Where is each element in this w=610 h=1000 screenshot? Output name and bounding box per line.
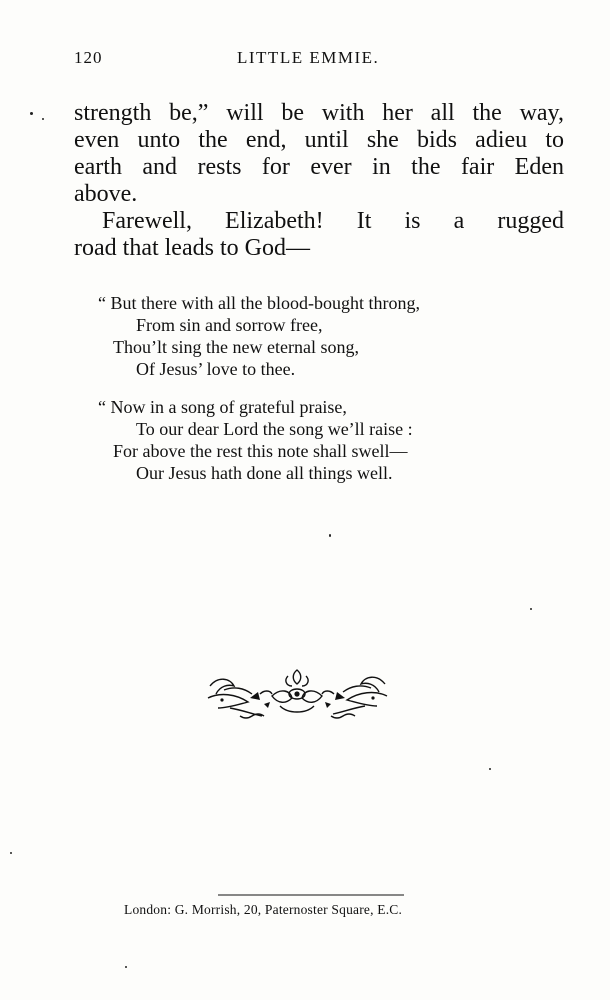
text-line: strength be,” will be with her all the way, [74, 100, 564, 126]
paragraph-1 [74, 100, 564, 208]
scan-speck [489, 768, 491, 770]
text-line: road that leads to God— [74, 235, 310, 261]
floral-ornament-icon [200, 664, 395, 724]
body-text [74, 100, 564, 262]
scan-speck [530, 608, 532, 610]
poem-line: Our Jesus hath done all things well. [136, 463, 393, 483]
text-line: earth and rests for ever in the fair Eden [74, 154, 564, 180]
poem-line: Of Jesus’ love to thee. [136, 359, 296, 379]
scan-speck [30, 112, 33, 115]
scan-speck [125, 966, 127, 968]
poem-line: To our dear Lord the song we’ll raise : [136, 419, 413, 439]
poem-line: For above the rest this note shall swell— [113, 441, 408, 461]
publisher-imprint: London: G. Morrish, 20, Paternoster Square, E.C. [124, 902, 403, 917]
scan-speck [42, 118, 44, 120]
scan-speck [10, 852, 12, 854]
scan-speck [329, 534, 331, 537]
poem-stanza-2 [98, 396, 538, 484]
poem-line: “ But there with all the blood-bought throng, [98, 293, 420, 313]
poem-line: Thou’lt sing the new eternal song, [113, 337, 359, 357]
poem-line: From sin and sorrow free, [136, 315, 323, 335]
text-line: even unto the end, until she bids adieu to [74, 127, 564, 153]
running-head [74, 48, 564, 74]
imprint-rule [218, 894, 404, 896]
poem-line: “ Now in a song of grateful praise, [98, 397, 347, 417]
text-line: Farewell, Elizabeth! It is a rugged [102, 208, 564, 234]
page-number: 120 [74, 48, 103, 67]
paragraph-2 [74, 208, 564, 262]
text-line: above. [74, 181, 138, 207]
poem-stanza-1 [98, 292, 538, 380]
running-title: LITTLE EMMIE. [237, 48, 380, 67]
